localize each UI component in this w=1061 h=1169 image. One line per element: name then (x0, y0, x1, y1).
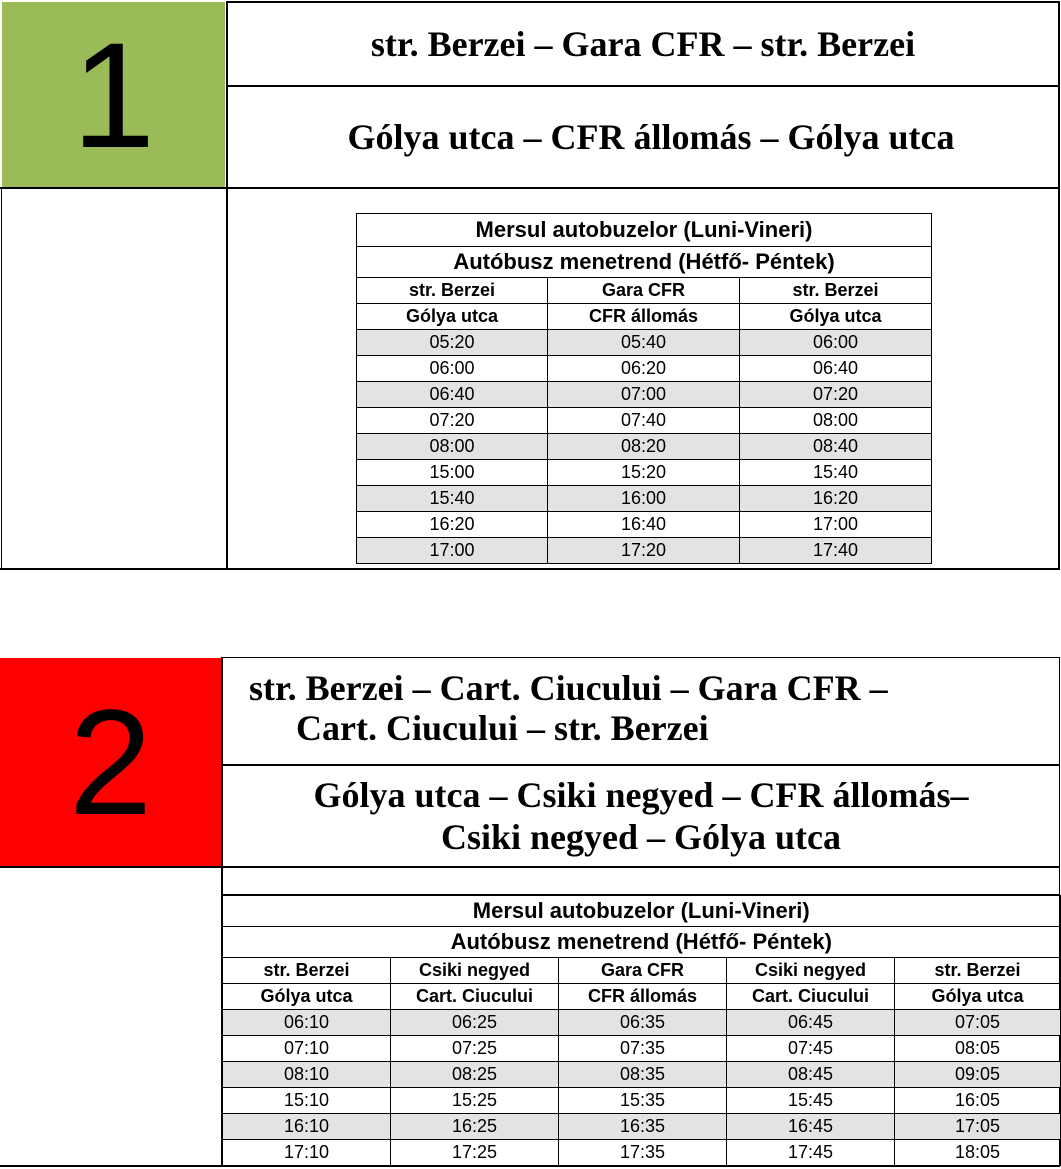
time-cell: 16:45 (727, 1114, 895, 1140)
time-cell: 16:05 (895, 1088, 1061, 1114)
column-header: Gólya utca (357, 304, 548, 330)
column-header: Gólya utca (223, 984, 391, 1010)
table-row (357, 356, 932, 382)
time-cell: 07:00 (548, 382, 740, 408)
table-row (357, 460, 932, 486)
line2-number: 2 (68, 678, 153, 846)
line1-timetable (356, 213, 932, 564)
time-cell: 15:10 (223, 1088, 391, 1114)
time-cell: 05:20 (357, 330, 548, 356)
time-cell: 08:45 (727, 1062, 895, 1088)
time-cell: 09:05 (895, 1062, 1061, 1088)
time-cell: 07:25 (391, 1036, 559, 1062)
table-row (357, 330, 932, 356)
column-header: Gólya utca (740, 304, 932, 330)
column-header: Cart. Ciucului (391, 984, 559, 1010)
time-cell: 08:10 (223, 1062, 391, 1088)
column-header: Csiki negyed (727, 958, 895, 984)
time-cell: 07:45 (727, 1036, 895, 1062)
line1-title-ro: str. Berzei – Gara CFR – str. Berzei (370, 24, 916, 64)
line1-heading-hu: Autóbusz menetrend (Hétfő- Péntek) (357, 247, 932, 278)
time-cell: 16:25 (391, 1114, 559, 1140)
time-cell: 17:00 (357, 538, 548, 564)
column-header: Gara CFR (548, 278, 740, 304)
time-cell: 07:05 (895, 1010, 1061, 1036)
column-header: Gara CFR (559, 958, 727, 984)
table-row (223, 1010, 1061, 1036)
time-cell: 16:10 (223, 1114, 391, 1140)
table-row (357, 512, 932, 538)
table-row (357, 538, 932, 564)
column-header: Cart. Ciucului (727, 984, 895, 1010)
time-cell: 06:40 (740, 356, 932, 382)
time-cell: 06:00 (357, 356, 548, 382)
time-cell: 17:40 (740, 538, 932, 564)
time-cell: 17:20 (548, 538, 740, 564)
table-row (357, 434, 932, 460)
time-cell: 07:20 (740, 382, 932, 408)
time-cell: 08:40 (740, 434, 932, 460)
time-cell: 15:40 (357, 486, 548, 512)
time-cell: 17:45 (727, 1140, 895, 1166)
time-cell: 16:20 (357, 512, 548, 538)
column-header: Csiki negyed (391, 958, 559, 984)
line2-heading-ro: Mersul autobuzelor (Luni-Vineri) (223, 896, 1061, 927)
time-cell: 06:35 (559, 1010, 727, 1036)
time-cell: 06:25 (391, 1010, 559, 1036)
table-row (223, 1140, 1061, 1166)
column-header: str. Berzei (740, 278, 932, 304)
column-header: str. Berzei (223, 958, 391, 984)
time-cell: 17:25 (391, 1140, 559, 1166)
table-row (357, 382, 932, 408)
time-cell: 08:00 (740, 408, 932, 434)
time-cell: 18:05 (895, 1140, 1061, 1166)
time-cell: 06:45 (727, 1010, 895, 1036)
line2-timetable (222, 895, 1061, 1166)
time-cell: 17:05 (895, 1114, 1061, 1140)
time-cell: 07:35 (559, 1036, 727, 1062)
time-cell: 16:35 (559, 1114, 727, 1140)
time-cell: 06:20 (548, 356, 740, 382)
time-cell: 15:35 (559, 1088, 727, 1114)
time-cell: 15:00 (357, 460, 548, 486)
line2-heading-hu: Autóbusz menetrend (Hétfő- Péntek) (223, 927, 1061, 958)
time-cell: 07:10 (223, 1036, 391, 1062)
line2-title-hu: Gólya utca – Csiki negyed – CFR állomás– Csiki negyed – Gólya utca (313, 775, 969, 857)
time-cell: 06:10 (223, 1010, 391, 1036)
time-cell: 07:20 (357, 408, 548, 434)
column-header: Gólya utca (895, 984, 1061, 1010)
time-cell: 15:25 (391, 1088, 559, 1114)
time-cell: 16:20 (740, 486, 932, 512)
line1-heading-ro: Mersul autobuzelor (Luni-Vineri) (357, 214, 932, 247)
table-row (357, 486, 932, 512)
time-cell: 15:20 (548, 460, 740, 486)
line1-title-hu: Gólya utca – CFR állomás – Gólya utca (347, 117, 955, 157)
line2-title-ro: str. Berzei – Cart. Ciucului – Gara CFR – Cart. Ciucului – str. Berzei (249, 668, 888, 748)
column-header: str. Berzei (895, 958, 1061, 984)
time-cell: 08:05 (895, 1036, 1061, 1062)
time-cell: 07:40 (548, 408, 740, 434)
line1-number-box (2, 2, 225, 187)
table-row (223, 1114, 1061, 1140)
table-row (223, 1062, 1061, 1088)
table-row (223, 1036, 1061, 1062)
time-cell: 06:00 (740, 330, 932, 356)
table-row (357, 408, 932, 434)
time-cell: 15:45 (727, 1088, 895, 1114)
table-row (223, 1088, 1061, 1114)
column-header: str. Berzei (357, 278, 548, 304)
column-header: CFR állomás (559, 984, 727, 1010)
time-cell: 06:40 (357, 382, 548, 408)
column-header: CFR állomás (548, 304, 740, 330)
time-cell: 17:00 (740, 512, 932, 538)
line2-number-box (0, 658, 221, 866)
time-cell: 16:00 (548, 486, 740, 512)
time-cell: 08:25 (391, 1062, 559, 1088)
time-cell: 08:20 (548, 434, 740, 460)
time-cell: 08:35 (559, 1062, 727, 1088)
time-cell: 17:35 (559, 1140, 727, 1166)
line1-number: 1 (71, 10, 156, 179)
time-cell: 05:40 (548, 330, 740, 356)
time-cell: 16:40 (548, 512, 740, 538)
time-cell: 15:40 (740, 460, 932, 486)
time-cell: 17:10 (223, 1140, 391, 1166)
time-cell: 08:00 (357, 434, 548, 460)
